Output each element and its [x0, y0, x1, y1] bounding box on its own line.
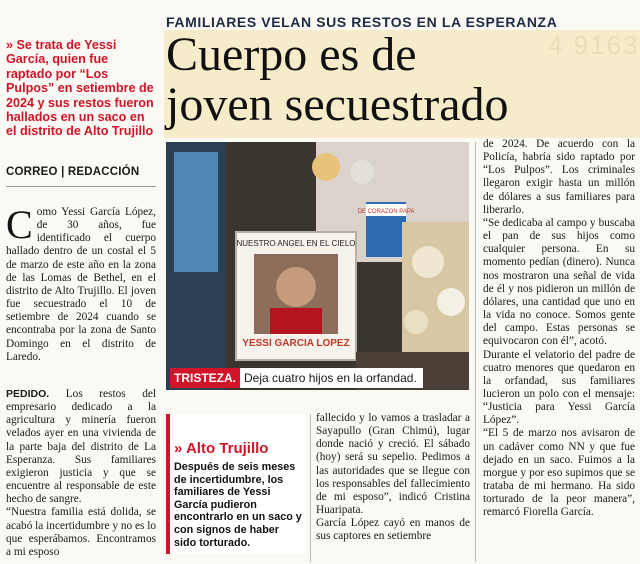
summary-deck: » Se trata de Yessi García, quien fue raptado por “Los Pulpos” en setiembre de 2024 y sus restos fueron hallados en un saco en el distrito de Alto Trujillo	[6, 38, 154, 139]
paragraph: García López cayó en manos de sus captores en setiembre	[316, 517, 470, 543]
article-photo	[166, 142, 469, 390]
paragraph: “El 5 de marzo nos avisaron de un cadáver como NN y que fue dejado en un saco. Fuimos a la morgue y por eso supimos que se trataba de mi hermano. Ha sido torturado de la peor manera”, remarcó Fiorella García.	[483, 427, 635, 519]
photo-caption	[170, 368, 423, 388]
column-divider	[475, 142, 476, 562]
divider	[6, 186, 156, 187]
byline: CORREO | REDACCIÓN	[6, 166, 140, 178]
kicker: FAMILIARES VELAN SUS RESTOS EN LA ESPERANZA	[166, 14, 558, 30]
headline	[166, 30, 636, 130]
headline-background-number: 4 9163	[548, 30, 640, 60]
paragraph: “Se dedicaba al campo y buscaba el pan de sus hijos como cualquier persona. En su momento pedían (dinero). Nunca nos mostraron una señal de vida de él y nos pidieron un millón de dólares, una cantidad que uno en la vida no conoce. Somos gente del campo. Estas personas se equivocaron con él”, acotó.	[483, 216, 635, 348]
sidebar-text: Después de seis meses de incertidumbre, los familiares de Yessi García pudieron encontrarlo en un saco y con signos de haber sido torturado.	[174, 461, 302, 549]
paragraph: de 2024. De acuerdo con la Policía, habría sido raptado por “Los Pulpos”. Los criminales llegaron exigir hasta un millón de dólares a sus familiares para liberarlo.	[483, 138, 635, 216]
caption-tag: TRISTEZA.	[170, 368, 240, 388]
article-column-1-continued	[6, 388, 156, 559]
article-column-2	[316, 412, 470, 544]
paragraph: Durante el velatorio del padre de cuatro menores que quedaron en la orfandad, sus familiares lucieron un polo con el mensaje: “Justicia para Yessi García López”.	[483, 348, 635, 427]
small-frame-label: DE CORAZON PAPA	[357, 209, 415, 215]
paragraph: omo Yessi García López, de 30 años, fue identificado el cuerpo hallado dentro de un costal el 5 de marzo de este año en la zona de las Lomas de Bethel, en el distrito de Alto Trujillo. El joven fue secuestrado el 10 de setiembre de 2024 cuando se encontraba por la zona de Santo Domingo en el distrito de Laredo.	[6, 206, 156, 363]
headline-line-1: Cuerpo es de	[166, 28, 417, 81]
name-label: YESSI GARCIA LOPEZ	[242, 338, 350, 349]
article-column-3	[483, 138, 635, 520]
paragraph: fallecido y lo vamos a trasladar a Sayapullo (Gran Chimú), lugar donde nació y creció. El sábado (hoy) será su sepelio. Pedimos a las autoridades que se llegue con los responsables del fallecimiento de mi esposo”, indicó Cristina Huaripata.	[316, 412, 470, 517]
headline-line-2: joven secuestrado	[166, 78, 509, 131]
paragraph: “Nuestra familia está dolida, se acabó la incertidumbre y no es lo que esperábamos. Encontramos a mi esposo	[6, 506, 156, 558]
wake-photo-illustration	[166, 142, 469, 390]
caption-text: Deja cuatro hijos en la orfandad.	[244, 371, 417, 385]
paragraph-lead: PEDIDO.	[6, 388, 50, 400]
column-divider	[310, 414, 311, 562]
banner-label: NUESTRO ANGEL EN EL CIELO	[236, 239, 356, 248]
sidebar-title: » Alto Trujillo	[174, 440, 269, 457]
drop-cap: C	[6, 202, 33, 247]
article-column-1	[6, 202, 156, 364]
paragraph: PEDIDO. Los restos del empresario dedicado a la agricultura y minería fueron velados ayer en una vivienda de la parte baja del distrito de La Esperanza. Sus familiares exigieron justicia y que se encuentre al responsable de este hecho de sangre.	[6, 388, 156, 506]
